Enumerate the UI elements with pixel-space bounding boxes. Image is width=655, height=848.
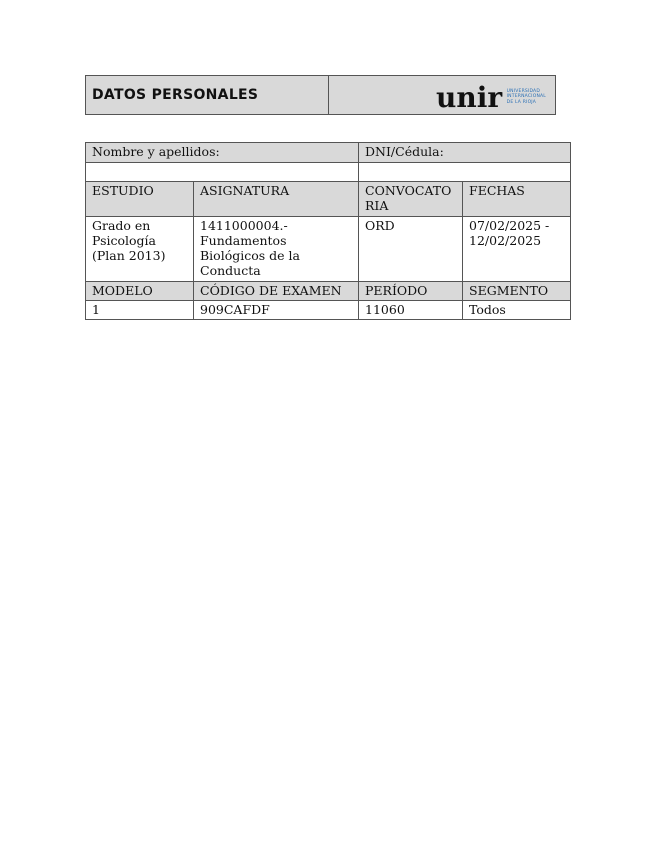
table-row xyxy=(86,182,571,217)
value-segmento: Todos xyxy=(463,301,571,320)
unir-logo-wordmark: unir xyxy=(435,82,502,112)
value-asignatura: 1411000004.- Fundamentos Biológicos de la Conducta xyxy=(194,217,359,282)
header-asignatura: ASIGNATURA xyxy=(194,182,359,217)
header-periodo: PERÍODO xyxy=(359,282,463,301)
value-convocatoria: ORD xyxy=(359,217,463,282)
table-row xyxy=(86,282,571,301)
header-title-cell xyxy=(86,76,329,114)
table-row xyxy=(86,143,571,163)
value-modelo: 1 xyxy=(86,301,194,320)
header-codigo-examen: CÓDIGO DE EXAMEN xyxy=(194,282,359,301)
value-periodo: 11060 xyxy=(359,301,463,320)
name-label: Nombre y apellidos: xyxy=(86,143,359,163)
name-field[interactable] xyxy=(86,163,359,182)
header-estudio: ESTUDIO xyxy=(86,182,194,217)
table-row xyxy=(86,301,571,320)
unir-logo xyxy=(436,82,546,112)
logo-subtext-line: DE LA RIOJA xyxy=(506,99,537,105)
value-fechas: 07/02/2025 - 12/02/2025 xyxy=(463,217,571,282)
header-fechas: FECHAS xyxy=(463,182,571,217)
exam-data-table xyxy=(85,142,571,320)
header-convocatoria: CONVOCATORIA xyxy=(359,182,463,217)
page-title: DATOS PERSONALES xyxy=(92,87,259,103)
value-estudio: Grado en Psicología (Plan 2013) xyxy=(86,217,194,282)
value-codigo-examen: 909CAFDF xyxy=(194,301,359,320)
logo-subtext-line: UNIVERSIDAD xyxy=(506,88,541,94)
header-modelo: MODELO xyxy=(86,282,194,301)
header-logo-cell xyxy=(329,76,555,114)
unir-logo-subtext xyxy=(507,89,546,106)
dni-label: DNI/Cédula: xyxy=(359,143,571,163)
table-row xyxy=(86,217,571,282)
dni-field[interactable] xyxy=(359,163,571,182)
header-box xyxy=(85,75,556,115)
logo-subtext-line: INTERNACIONAL xyxy=(506,94,546,100)
unir-logo-mark xyxy=(436,82,504,112)
table-row xyxy=(86,163,571,182)
header-segmento: SEGMENTO xyxy=(463,282,571,301)
